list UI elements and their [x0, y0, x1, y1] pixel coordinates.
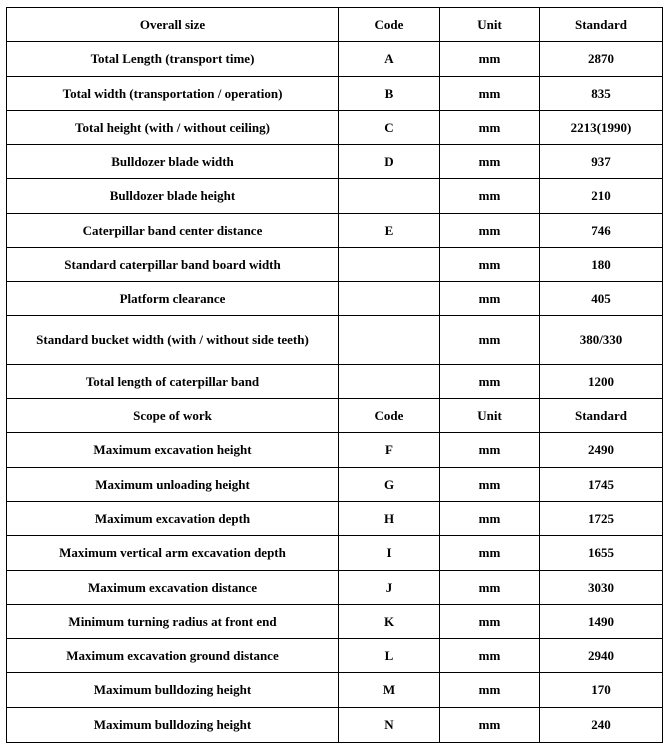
table-row — [7, 214, 663, 248]
row-name-cell: Maximum excavation distance — [7, 571, 339, 605]
row-standard-cell: 937 — [540, 145, 663, 179]
row-standard-cell: 1490 — [540, 605, 663, 639]
row-name-cell: Bulldozer blade height — [7, 179, 339, 214]
table-row — [7, 42, 663, 77]
table-row — [7, 639, 663, 673]
header-unit-cell: Unit — [440, 399, 540, 433]
row-code-cell: G — [339, 468, 440, 502]
table-row — [7, 468, 663, 502]
table-row — [7, 708, 663, 743]
table-row — [7, 145, 663, 179]
row-unit-cell: mm — [440, 77, 540, 111]
row-standard-cell: 746 — [540, 214, 663, 248]
row-standard-cell: 180 — [540, 248, 663, 282]
table-row — [7, 248, 663, 282]
table-row — [7, 433, 663, 468]
row-name-cell: Maximum excavation height — [7, 433, 339, 468]
header-code-cell: Code — [339, 399, 440, 433]
row-name-cell: Maximum vertical arm excavation depth — [7, 536, 339, 571]
row-unit-cell: mm — [440, 536, 540, 571]
table-row — [7, 179, 663, 214]
row-code-cell: A — [339, 42, 440, 77]
row-unit-cell: mm — [440, 316, 540, 365]
row-unit-cell: mm — [440, 673, 540, 708]
row-name-cell: Total Length (transport time) — [7, 42, 339, 77]
row-code-cell: B — [339, 77, 440, 111]
table-row — [7, 316, 663, 365]
row-standard-cell: 1200 — [540, 365, 663, 399]
row-standard-cell: 3030 — [540, 571, 663, 605]
row-name-cell: Maximum excavation depth — [7, 502, 339, 536]
header-code-cell: Code — [339, 8, 440, 42]
row-code-cell: J — [339, 571, 440, 605]
row-unit-cell: mm — [440, 571, 540, 605]
row-name-cell: Maximum excavation ground distance — [7, 639, 339, 673]
header-standard-cell: Standard — [540, 399, 663, 433]
row-unit-cell: mm — [440, 605, 540, 639]
row-name-cell: Maximum bulldozing height — [7, 708, 339, 743]
table-row — [7, 673, 663, 708]
row-code-cell: N — [339, 708, 440, 743]
row-code-cell: L — [339, 639, 440, 673]
table-row — [7, 536, 663, 571]
row-standard-cell: 2870 — [540, 42, 663, 77]
row-standard-cell: 2940 — [540, 639, 663, 673]
row-name-cell: Total width (transportation / operation) — [7, 77, 339, 111]
row-code-cell — [339, 282, 440, 316]
row-code-cell: C — [339, 111, 440, 145]
row-standard-cell: 240 — [540, 708, 663, 743]
row-unit-cell: mm — [440, 502, 540, 536]
row-code-cell: M — [339, 673, 440, 708]
row-standard-cell: 210 — [540, 179, 663, 214]
section-header-overall-size — [7, 8, 663, 42]
row-code-cell: E — [339, 214, 440, 248]
row-name-cell: Standard caterpillar band board width — [7, 248, 339, 282]
row-code-cell — [339, 248, 440, 282]
header-unit-cell: Unit — [440, 8, 540, 42]
row-unit-cell: mm — [440, 365, 540, 399]
table-row — [7, 571, 663, 605]
row-unit-cell: mm — [440, 282, 540, 316]
row-unit-cell: mm — [440, 248, 540, 282]
row-name-cell: Maximum unloading height — [7, 468, 339, 502]
row-name-cell: Total height (with / without ceiling) — [7, 111, 339, 145]
row-code-cell: I — [339, 536, 440, 571]
row-unit-cell: mm — [440, 468, 540, 502]
row-code-cell: F — [339, 433, 440, 468]
row-unit-cell: mm — [440, 179, 540, 214]
row-unit-cell: mm — [440, 214, 540, 248]
row-code-cell: K — [339, 605, 440, 639]
row-unit-cell: mm — [440, 639, 540, 673]
row-standard-cell: 835 — [540, 77, 663, 111]
row-standard-cell: 2213(1990) — [540, 111, 663, 145]
table-row — [7, 502, 663, 536]
row-name-cell: Caterpillar band center distance — [7, 214, 339, 248]
row-code-cell — [339, 179, 440, 214]
row-standard-cell: 405 — [540, 282, 663, 316]
header-name-cell: Overall size — [7, 8, 339, 42]
row-name-cell: Bulldozer blade width — [7, 145, 339, 179]
row-code-cell — [339, 365, 440, 399]
table-row — [7, 77, 663, 111]
row-unit-cell: mm — [440, 708, 540, 743]
row-name-cell: Maximum bulldozing height — [7, 673, 339, 708]
row-standard-cell: 2490 — [540, 433, 663, 468]
row-standard-cell: 1655 — [540, 536, 663, 571]
row-code-cell — [339, 316, 440, 365]
row-standard-cell: 1745 — [540, 468, 663, 502]
row-unit-cell: mm — [440, 433, 540, 468]
table-row — [7, 605, 663, 639]
header-name-cell: Scope of work — [7, 399, 339, 433]
table-row — [7, 282, 663, 316]
row-code-cell: H — [339, 502, 440, 536]
table-row — [7, 365, 663, 399]
row-unit-cell: mm — [440, 42, 540, 77]
section-header-scope-of-work — [7, 399, 663, 433]
row-standard-cell: 170 — [540, 673, 663, 708]
row-name-cell: Standard bucket width (with / without side teeth) — [7, 316, 339, 365]
row-name-cell: Platform clearance — [7, 282, 339, 316]
header-standard-cell: Standard — [540, 8, 663, 42]
row-unit-cell: mm — [440, 145, 540, 179]
row-name-cell: Minimum turning radius at front end — [7, 605, 339, 639]
table-row — [7, 111, 663, 145]
row-standard-cell: 380/330 — [540, 316, 663, 365]
row-standard-cell: 1725 — [540, 502, 663, 536]
row-name-cell: Total length of caterpillar band — [7, 365, 339, 399]
row-unit-cell: mm — [440, 111, 540, 145]
specifications-table — [6, 7, 663, 743]
row-code-cell: D — [339, 145, 440, 179]
